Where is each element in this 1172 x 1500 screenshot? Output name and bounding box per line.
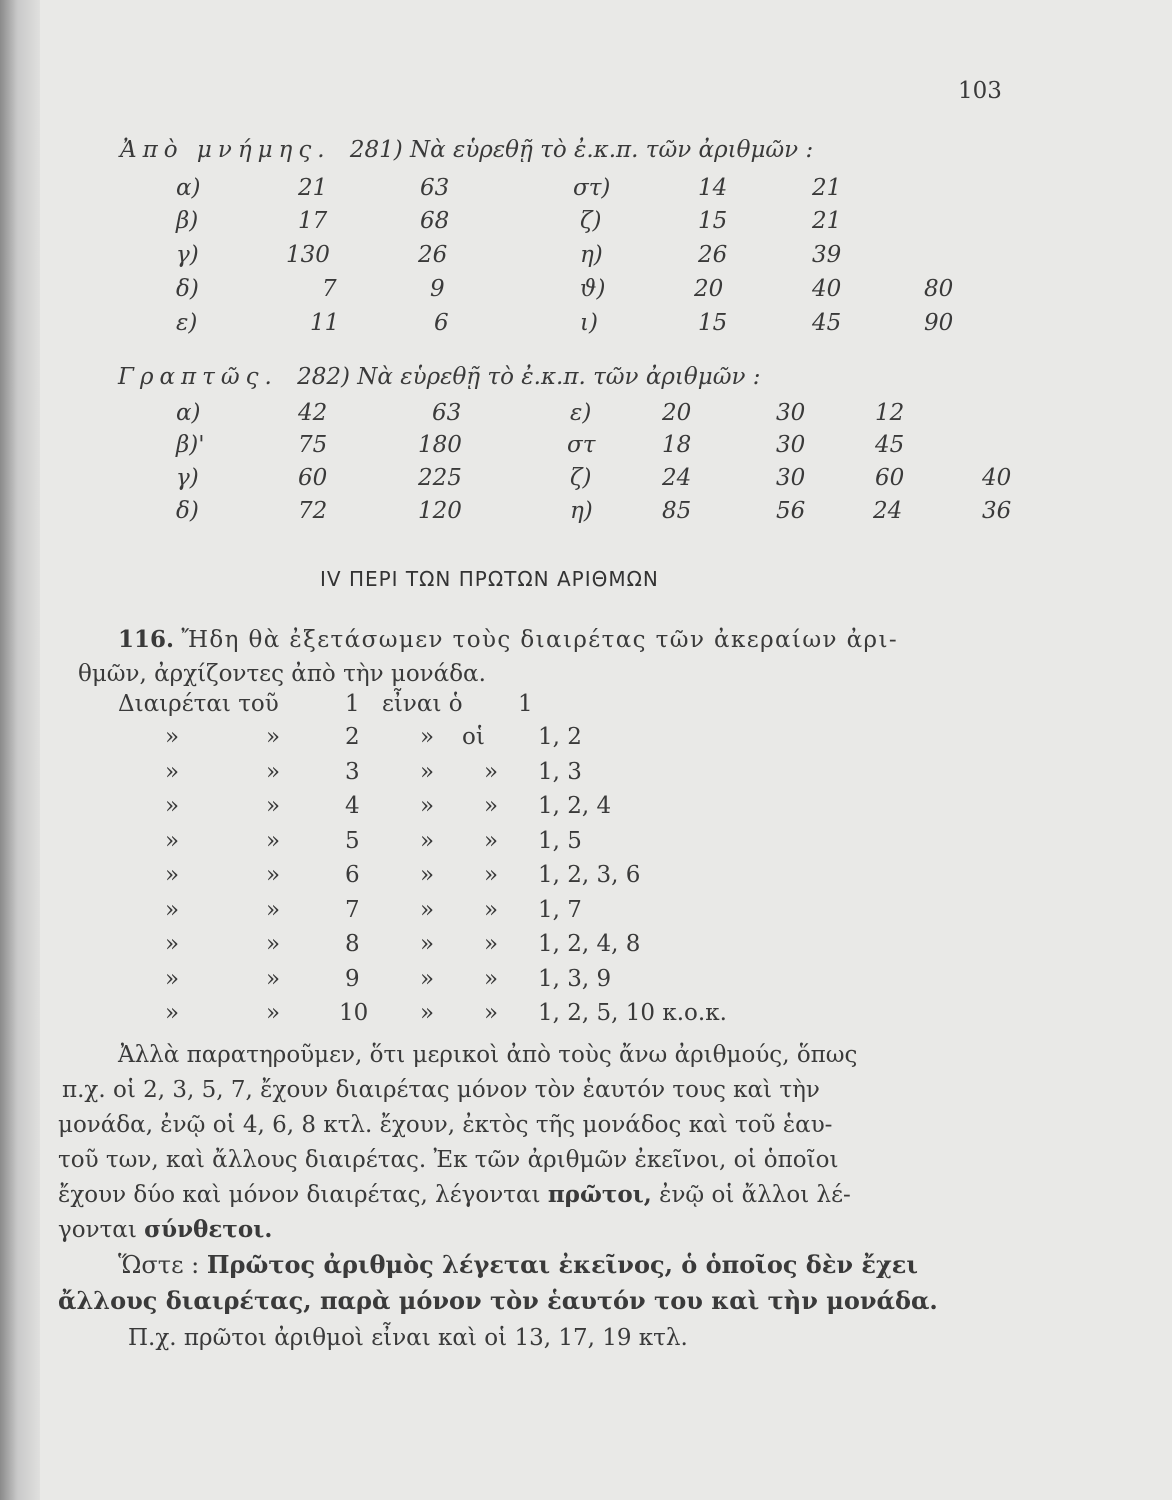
mental-value: 40 bbox=[812, 276, 842, 302]
ditto-mark: » bbox=[165, 827, 180, 854]
ditto-mark: » bbox=[484, 862, 499, 888]
written-value: 24 bbox=[662, 465, 692, 491]
mental-value: 17 bbox=[298, 208, 328, 234]
observation-line: π.χ. οἱ 2, 3, 5, 7, ἔχουν διαιρέτας μόνον τὸν ἑαυτόν τους καὶ τὴν bbox=[62, 1077, 820, 1103]
written-value: 30 bbox=[776, 465, 806, 491]
observation-line bbox=[58, 1212, 272, 1248]
mental-value: 21 bbox=[812, 208, 842, 234]
written-value: 30 bbox=[776, 400, 806, 426]
written-value: 20 bbox=[662, 400, 692, 426]
written-value: 85 bbox=[662, 498, 692, 524]
divisor-number: 5 bbox=[345, 827, 360, 854]
written-row-label: ζ) bbox=[570, 465, 592, 491]
mental-value: 15 bbox=[698, 208, 728, 234]
divisor-number: 2 bbox=[345, 724, 360, 750]
term-composite: σύνθετοι. bbox=[144, 1216, 273, 1243]
divisor-values: 1, 5 bbox=[538, 827, 582, 854]
ditto-mark: » bbox=[420, 896, 435, 923]
mental-value: 21 bbox=[812, 175, 842, 201]
intro-line bbox=[118, 622, 898, 658]
mental-value: 14 bbox=[698, 175, 728, 201]
written-exercise: 282) Νὰ εὑρεθῇ τὸ ἐ.κ.π. τῶν ἀριθμῶν : bbox=[297, 364, 761, 390]
divisor-values: 1, 7 bbox=[538, 896, 582, 923]
observation-line: Ἀλλὰ παρατηροῦμεν, ὅτι μερικοὶ ἀπὸ τοὺς ἄνω ἀριθμούς, ὅπως bbox=[118, 1042, 858, 1068]
definition-line bbox=[118, 1247, 918, 1283]
mental-row-label: β) bbox=[176, 208, 199, 234]
mental-row-label: ζ) bbox=[580, 208, 602, 234]
divisor-number: 3 bbox=[345, 758, 360, 785]
written-value: 60 bbox=[298, 465, 328, 491]
mental-exercise: 281) Νὰ εὑρεθῇ τὸ ἐ.κ.π. τῶν ἀριθμῶν : bbox=[349, 137, 814, 163]
mental-row-label: ϑ) bbox=[580, 276, 606, 302]
written-value: 18 bbox=[662, 432, 692, 458]
ditto-mark: » bbox=[484, 827, 499, 854]
ditto-mark: » bbox=[266, 1000, 281, 1026]
mental-value: 9 bbox=[430, 276, 445, 302]
mental-value: 26 bbox=[698, 242, 728, 268]
written-value: 30 bbox=[776, 432, 806, 458]
ditto-mark: » bbox=[420, 1000, 435, 1026]
mental-label: Ἀπὸ μνήμης. bbox=[120, 137, 331, 163]
mental-value: 80 bbox=[924, 276, 954, 302]
ditto-mark: » bbox=[165, 793, 180, 819]
observation-line: τοῦ των, καὶ ἄλλους διαιρέτας. Ἐκ τῶν ἀριθμῶν ἐκεῖνοι, οἱ ὁποῖοι bbox=[58, 1147, 839, 1173]
page-number: 103 bbox=[958, 78, 1002, 104]
ditto-mark: » bbox=[420, 758, 435, 785]
ditto-mark: » bbox=[165, 931, 180, 957]
ditto-mark: » bbox=[266, 793, 281, 819]
ditto-mark: » bbox=[165, 758, 180, 785]
divisor-values: 1, 2, 3, 6 bbox=[538, 862, 641, 888]
ditto-mark: » bbox=[165, 1000, 180, 1026]
ditto-mark: » bbox=[266, 896, 281, 923]
divisor-number: 1 bbox=[345, 691, 360, 717]
binding-shadow bbox=[0, 0, 44, 1500]
mental-row-label: α) bbox=[176, 175, 201, 201]
mental-value: 6 bbox=[434, 310, 449, 336]
divisor-number: 4 bbox=[345, 793, 360, 819]
mental-row-label: γ) bbox=[176, 242, 199, 268]
ditto-mark: » bbox=[266, 965, 281, 992]
divisor-number: 9 bbox=[345, 965, 360, 992]
divisor-number: 7 bbox=[345, 896, 360, 923]
written-value: 40 bbox=[982, 465, 1012, 491]
divisor-number: 10 bbox=[339, 1000, 369, 1026]
divisors-prefix: Διαιρέται τοῦ bbox=[118, 691, 279, 717]
definition-prefix: Ὥστε : bbox=[118, 1251, 200, 1279]
ditto-mark: » bbox=[165, 965, 180, 992]
divisor-values: 1 bbox=[518, 691, 533, 717]
mental-row-label: ε) bbox=[176, 310, 198, 336]
mental-value: 63 bbox=[420, 175, 450, 201]
written-value: 60 bbox=[875, 465, 905, 491]
mental-value: 21 bbox=[298, 175, 328, 201]
mental-heading bbox=[120, 137, 813, 163]
ditto-mark: » bbox=[266, 724, 281, 750]
divisor-values: 1, 3 bbox=[538, 758, 582, 785]
divisor-values: 1, 3, 9 bbox=[538, 965, 612, 992]
definition-text: Πρῶτος ἀριθμὸς λέγεται ἐκεῖνος, ὁ ὁποῖος δὲν ἔχει bbox=[206, 1250, 918, 1279]
ditto-mark: » bbox=[484, 965, 499, 992]
ditto-mark: » bbox=[266, 827, 281, 854]
divisor-values: 1, 2, 4 bbox=[538, 793, 612, 819]
mental-value: 90 bbox=[924, 310, 954, 336]
mental-value: 7 bbox=[322, 276, 337, 302]
mental-value: 20 bbox=[694, 276, 724, 302]
intro-text: Ἤδη θὰ ἐξετάσωμεν τοὺς διαιρέτας τῶν ἀκεραίων ἀρι- bbox=[181, 627, 899, 653]
ditto-mark: » bbox=[484, 793, 499, 819]
mental-value: 45 bbox=[812, 310, 842, 336]
ditto-mark: » bbox=[420, 827, 435, 854]
observation-line bbox=[58, 1177, 851, 1213]
ditto-mark: » bbox=[165, 724, 180, 750]
observation-line: μονάδα, ἐνῷ οἱ 4, 6, 8 κτλ. ἔχουν, ἐκτὸς τῆς μονάδος καὶ τοῦ ἑαυ- bbox=[58, 1112, 833, 1138]
ditto-mark: » bbox=[420, 862, 435, 888]
example-line: Π.χ. πρῶτοι ἀριθμοὶ εἶναι καὶ οἱ 13, 17, 19 κτλ. bbox=[128, 1325, 688, 1351]
intro-line: θμῶν, ἀρχίζοντες ἀπὸ τὴν μονάδα. bbox=[78, 661, 486, 687]
paragraph-number: 116. bbox=[118, 626, 175, 653]
written-value: 12 bbox=[875, 400, 905, 426]
ditto-mark: » bbox=[266, 931, 281, 957]
definition-line: ἄλλους διαιρέτας, παρὰ μόνον τὸν ἑαυτόν του καὶ τὴν μονάδα. bbox=[58, 1286, 938, 1315]
written-row-label: α) bbox=[176, 400, 201, 426]
divisors-verb: εἶναι ὁ bbox=[382, 691, 463, 717]
written-value: 180 bbox=[418, 432, 462, 458]
written-row-label: στ bbox=[567, 432, 596, 458]
ditto-mark: » bbox=[165, 862, 180, 888]
mental-value: 11 bbox=[310, 310, 340, 336]
written-heading bbox=[118, 364, 761, 390]
written-value: 225 bbox=[418, 465, 462, 491]
written-row-label: η) bbox=[570, 498, 593, 524]
written-label: Γραπτῶς. bbox=[118, 364, 278, 390]
observation-text: ἔχουν δύο καὶ μόνον διαιρέτας, λέγονται bbox=[58, 1182, 541, 1208]
written-row-label: ε) bbox=[570, 400, 592, 426]
term-prime: πρῶτοι, bbox=[547, 1181, 652, 1208]
divisor-number: 8 bbox=[345, 931, 360, 957]
ditto-mark: » bbox=[420, 965, 435, 992]
observation-text: ἐνῷ οἱ ἄλλοι λέ- bbox=[659, 1182, 851, 1208]
ditto-mark: » bbox=[420, 793, 435, 819]
ditto-mark: » bbox=[484, 896, 499, 923]
written-value: 36 bbox=[982, 498, 1012, 524]
written-value: 72 bbox=[298, 498, 328, 524]
written-value: 24 bbox=[873, 498, 903, 524]
ditto-mark: » bbox=[484, 1000, 499, 1026]
written-row-label: δ) bbox=[176, 498, 199, 524]
written-value: 75 bbox=[298, 432, 328, 458]
mental-row-label: η) bbox=[580, 242, 603, 268]
mental-value: 15 bbox=[698, 310, 728, 336]
ditto-mark: » bbox=[420, 724, 435, 750]
ditto-mark: » bbox=[266, 758, 281, 785]
mental-row-label: δ) bbox=[176, 276, 199, 302]
written-value: 63 bbox=[432, 400, 462, 426]
mental-row-label: ι) bbox=[580, 310, 598, 336]
mental-row-label: στ) bbox=[573, 175, 611, 201]
written-value: 120 bbox=[418, 498, 462, 524]
ditto-mark: » bbox=[165, 896, 180, 923]
section-title: IV ΠΕΡΙ ΤΩΝ ΠΡΩΤΩΝ ΑΡΙΘΜΩΝ bbox=[320, 567, 659, 591]
divisor-values: 1, 2, 4, 8 bbox=[538, 931, 641, 957]
mental-value: 130 bbox=[286, 242, 330, 268]
written-row-label: β)' bbox=[176, 432, 205, 458]
observation-text: γονται bbox=[58, 1217, 137, 1243]
divisor-number: 6 bbox=[345, 862, 360, 888]
ditto-mark: » bbox=[484, 931, 499, 957]
ditto-mark: » bbox=[420, 931, 435, 957]
written-value: 42 bbox=[298, 400, 328, 426]
divisor-values: 1, 2 bbox=[538, 724, 582, 750]
mental-value: 26 bbox=[418, 242, 448, 268]
divisor-values: 1, 2, 5, 10 κ.ο.κ. bbox=[538, 1000, 727, 1026]
divisors-verb: οἱ bbox=[462, 724, 485, 750]
mental-value: 39 bbox=[812, 242, 842, 268]
written-value: 45 bbox=[875, 432, 905, 458]
mental-value: 68 bbox=[420, 208, 450, 234]
ditto-mark: » bbox=[266, 862, 281, 888]
written-row-label: γ) bbox=[176, 465, 199, 491]
ditto-mark: » bbox=[484, 758, 499, 785]
written-value: 56 bbox=[776, 498, 806, 524]
